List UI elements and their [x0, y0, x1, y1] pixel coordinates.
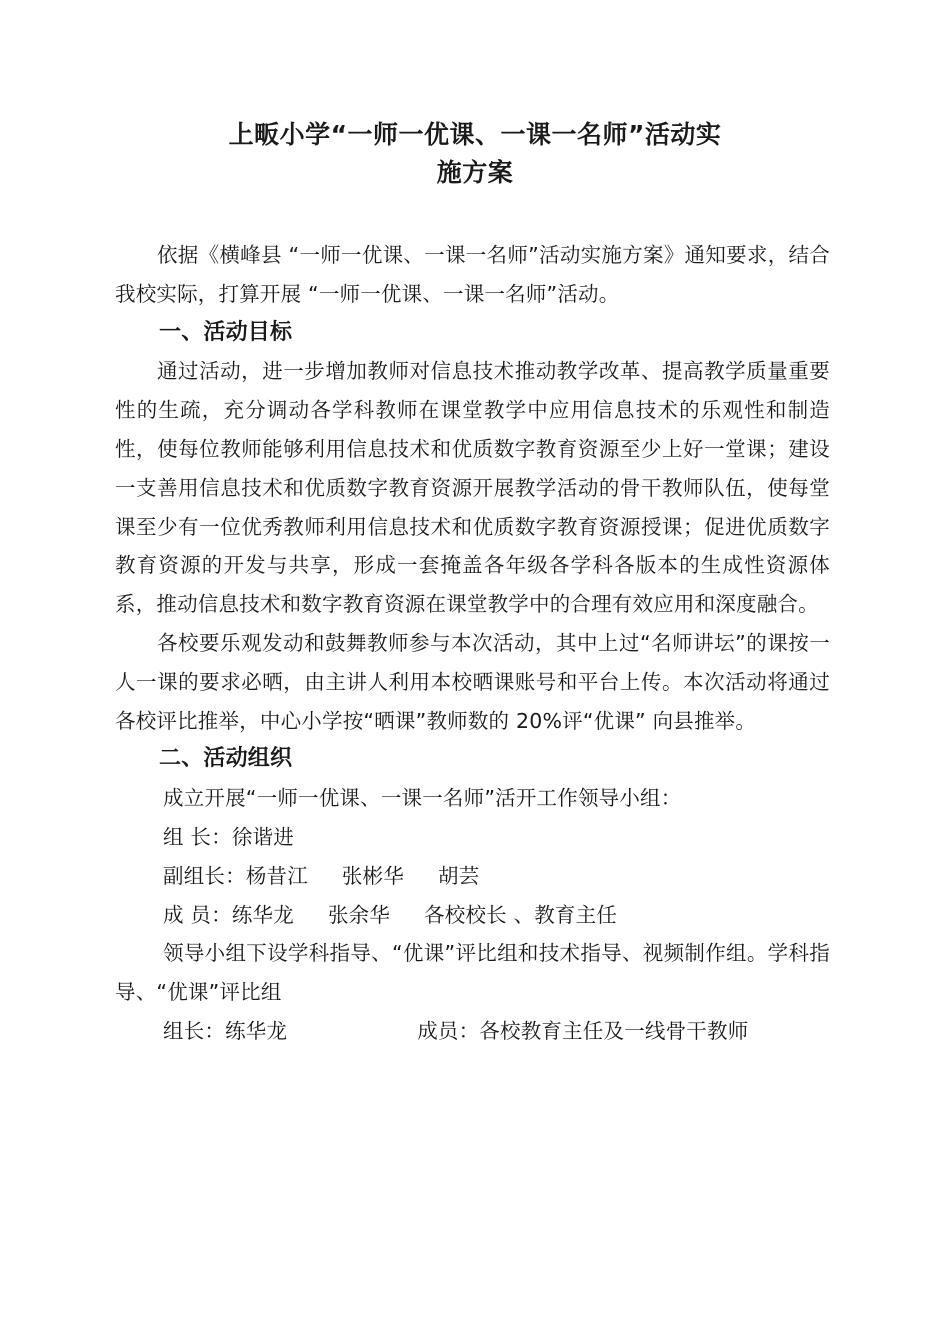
member-2: 张余华: [327, 902, 391, 927]
title-line-1: 上畈小学“一师一优课、一课一名师”活动实: [228, 120, 722, 149]
leader-line: [115, 818, 830, 857]
section-1-heading: 一、活动目标: [159, 319, 293, 345]
deputy-1: 杨昔江: [245, 863, 308, 888]
subgroups-paragraph: 领导小组下设学科指导、“优课”评比组和技术指导、视频制作组。学科指导、“优课”评比组: [115, 941, 830, 1005]
section-1-paragraph-2: 各校要乐观发动和鼓舞教师参与本次活动，其中上过“名师讲坛”的课按一人一课的要求必晒，由主讲人利用本校晒课账号和平台上传。本次活动将通过各校评比推举，中心小学按“晒课”教师数的 20%评“优课” 向县推举。: [115, 630, 830, 733]
member-label: 成 员：: [163, 902, 232, 927]
leader-label: 组 长：: [163, 824, 232, 849]
intro-paragraph: 依据《横峰县 “一师一优课、一课一名师”活动实施方案》通知要求，结合我校实际，打算开展 “一师一优课、一课一名师”活动。: [115, 243, 830, 306]
title-line-2: 施方案: [436, 158, 514, 187]
member-line: [115, 896, 830, 935]
subgroup-members: 成员：各校教育主任及一线骨干教师: [417, 1018, 749, 1043]
deputy-label: 副组长：: [163, 863, 246, 888]
deputy-3: 胡芸: [438, 863, 480, 888]
member-3: 各校校长 、教育主任: [424, 902, 618, 927]
subgroup-line: [115, 1012, 830, 1051]
deputy-line: [115, 857, 830, 896]
member-1: 练华龙: [231, 902, 294, 927]
org-intro-line: 成立开展“一师一优课、一课一名师”活开工作领导小组：: [163, 786, 682, 811]
section-2-heading: 二、活动组织: [159, 746, 293, 772]
page-title: [150, 116, 800, 192]
deputy-2: 张彬华: [341, 863, 405, 888]
document-body: [115, 236, 830, 1051]
leader-name: 徐谐进: [231, 824, 294, 849]
subgroup-leader: 组长：练华龙: [163, 1018, 288, 1043]
section-1-paragraph-1: 通过活动，进一步增加教师对信息技术推动教学改革、提高教学质量重要性的生疏，充分调动各学科教师在课堂教学中应用信息技术的乐观性和制造性，使每位教师能够利用信息技术和优质数字教育资源至少上好一堂课；建设一支善用信息技术和优质数字教育资源开展教学活动的骨干教师队伍，使每堂课至少有一位优秀教师利用信息技术和优质数字教育资源授课；促进优质数字教育资源的开发与共享，形成一套掩盖各年级各学科各版本的生成性资源体系，推动信息技术和数字教育资源在课堂教学中的合理有效应用和深度融合。: [115, 359, 830, 617]
